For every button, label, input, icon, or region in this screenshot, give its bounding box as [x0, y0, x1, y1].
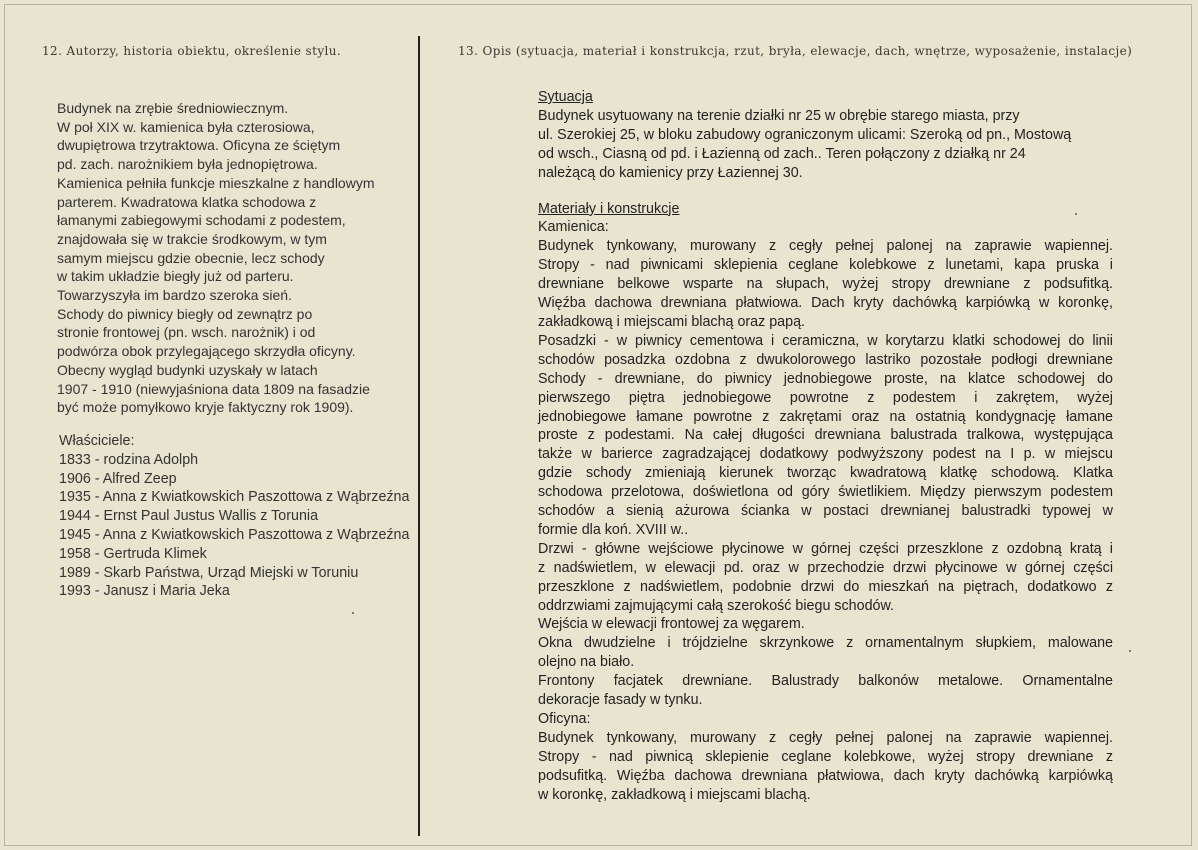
description-line: gdzie schody zmieniają kierunek tworząc kwadratową klatkę schodową. Klatka — [538, 465, 1113, 482]
description-line: schodów posadzka ozdobna z dwukolorowego lastriko pozostałe podłogi drewniane — [538, 351, 1113, 368]
history-line: Budynek na zrębie średniowiecznym. — [57, 100, 289, 116]
history-line: znajdowała się w trakcie środkowym, w tym — [57, 230, 327, 247]
history-line: parterem. Kwadratowa klatka schodowa z — [57, 193, 317, 210]
history-line: dwupiętrowa trzytraktowa. Oficyna ze ściętym — [57, 137, 341, 154]
history-line: w takim układzie biegły już od parteru. — [57, 268, 294, 285]
history-line: Towarzyszyła im bardzo szeroka sień. — [57, 287, 292, 304]
materials-heading: Materiały i konstrukcje — [538, 200, 680, 217]
history-line: Kamienica pełniła funkcje mieszkalne z handlowym — [57, 174, 375, 191]
history-line: Obecny wygląd budynki uzyskały w latach — [57, 361, 318, 378]
description-text — [538, 88, 1113, 805]
description-line: Stropy - nad piwnicą sklepienie ceglane kolebkowe, wyżej stropy drewniane z — [538, 748, 1113, 765]
scan-speck — [352, 612, 354, 614]
history-line: Schody do piwnicy biegły od zewnątrz po — [57, 305, 313, 322]
owner-entry: 1833 - rodzina Adolph — [59, 451, 199, 468]
description-line: Więźba dachowa drewniana płatwiowa. Dach kryty dachówką karpiówką w koronkę, — [538, 295, 1113, 312]
owners-title: Właściciele: — [59, 433, 135, 449]
description-line: Schody - drewniane, do piwnicy jednobiegowe proste, na klatce schodowej do — [538, 370, 1113, 387]
description-line: schodów a sienią ażurowa ścianka w postaci drewnianej balustradki typowej w — [538, 503, 1113, 520]
history-line: samym miejscu gdzie obecnie, lecz schody — [57, 249, 325, 266]
history-line: łamanymi zabiegowymi schodami z podestem, — [57, 212, 346, 229]
description-line: także w barierce zagradzającej dodatkowy podwyższony podest na I p. w miejscu — [538, 446, 1113, 463]
description-line: Wejścia w elewacji frontowej za węgarem. — [538, 616, 805, 633]
owners-list — [59, 432, 409, 601]
description-line: pierwszego piętra jednobiegowe powrotne z podestem i zakrętem, wyżej — [538, 389, 1113, 406]
description-line: schodowa przelotowa, doświetlona od góry świetlikiem. Między pierwszym podestem — [538, 484, 1113, 501]
section-13-header: 13. Opis (sytuacja, materiał i konstrukcja, rzut, bryła, elewacje, dach, wnętrze, wyposażenie, instalacje) — [458, 44, 1133, 58]
history-line: W poł XIX w. kamienica była czterosiowa, — [57, 118, 315, 135]
history-line: pd. zach. narożnikiem była jednopiętrowa. — [57, 156, 318, 173]
description-line: olejno na biało. — [538, 654, 635, 671]
history-text — [57, 99, 457, 417]
kamienica-label: Kamienica: — [538, 219, 609, 236]
history-line: podwórza obok przylegającego skrzydła oficyny. — [57, 343, 356, 360]
description-line: z nadświetlem, w elewacji pd. oraz w przechodzie drzwi płycinowe w górnej części — [538, 559, 1113, 576]
owner-entry: 1935 - Anna z Kwiatkowskich Paszottowa z Wąbrzeźna — [59, 489, 410, 506]
description-line: formie dla koń. XVIII w.. — [538, 521, 689, 538]
description-line: Budynek tynkowany, murowany z cegły pełnej palonej na zaprawie wapiennej. — [538, 729, 1113, 746]
description-line: zakładkową i miejscami blachą oraz papą. — [538, 313, 806, 330]
owner-entry: 1945 - Anna z Kwiatkowskich Paszottowa z Wąbrzeźna — [59, 526, 410, 543]
description-line: oddrzwiami zajmującymi całą szerokość biegu schodów. — [538, 597, 894, 614]
situation-line: należącą do kamienicy przy Łaziennej 30. — [538, 164, 803, 181]
owner-entry: 1993 - Janusz i Maria Jeka — [59, 583, 230, 600]
description-line: Stropy - nad piwnicami sklepienia ceglane kolebkowe z lunetami, kapa pruska i — [538, 257, 1113, 274]
description-line: Oficyna: — [538, 711, 591, 727]
description-line: jednobiegowe łamane powrotne z zakrętami oraz na ostatnią kondygnację łamane — [538, 408, 1113, 425]
description-line: w koronkę, zakładkową i miejscami blachą. — [538, 786, 811, 803]
description-line: Posadzki - w piwnicy cementowa i ceramiczna, w korytarzu klatki schodowej do linii — [538, 332, 1113, 349]
description-line: drewniane belkowe wsparte na słupach, wyżej stropy drewniane z podsufitką. — [538, 276, 1113, 293]
scan-speck — [1129, 650, 1131, 652]
owner-entry: 1944 - Ernst Paul Justus Wallis z Torunia — [59, 508, 319, 525]
situation-heading: Sytuacja — [538, 89, 593, 105]
description-line: podsufitką. Więźba dachowa drewniana płatwiowa, dach kryty dachówką karpiówką — [538, 767, 1113, 784]
owner-entry: 1906 - Alfred Zeep — [59, 470, 177, 487]
description-line: przeszklone z nadświetlem, podobnie drzwi do mieszkań na piętrach, dodatkowo z — [538, 578, 1113, 595]
history-line: stronie frontowej (pn. wsch. narożnik) i od — [57, 324, 316, 341]
description-line: Budynek tynkowany, murowany z cegły pełnej palonej na zaprawie wapiennej. — [538, 238, 1113, 255]
description-line: Drzwi - główne wejściowe płycinowe w górnej części przeszklone z ozdobną kratą i — [538, 540, 1113, 557]
situation-line: od wsch., Ciasną od pd. i Łazienną od zach.. Teren połączony z działką nr 24 — [538, 145, 1026, 162]
description-line: proste z podestami. Na całej długości drewniana balustrada tralkowa, występująca — [538, 427, 1113, 444]
owner-entry: 1958 - Gertruda Klimek — [59, 545, 207, 562]
description-line: Okna dwudzielne i trójdzielne skrzynkowe z ornamentalnym słupkiem, malowane — [538, 635, 1113, 652]
description-line: dekoracje fasady w tynku. — [538, 692, 703, 709]
description-line: Frontony facjatek drewniane. Balustrady balkonów metalowe. Ornamentalne — [538, 673, 1113, 690]
history-line: 1907 - 1910 (niewyjaśniona data 1809 na fasadzie — [57, 380, 370, 397]
section-12-header: 12. Autorzy, historia obiektu, określenie stylu. — [42, 44, 342, 58]
situation-line: ul. Szerokiej 25, w bloku zabudowy ograniczonym ulicami: Szeroką od pn., Mostową — [538, 126, 1072, 143]
situation-line: Budynek usytuowany na terenie działki nr 25 w obrębie starego miasta, przy — [538, 107, 1020, 124]
owner-entry: 1989 - Skarb Państwa, Urząd Miejski w Toruniu — [59, 564, 359, 581]
scan-speck — [1075, 213, 1077, 215]
history-line: być może pomyłkowo kryje faktyczny rok 1909). — [57, 399, 354, 416]
